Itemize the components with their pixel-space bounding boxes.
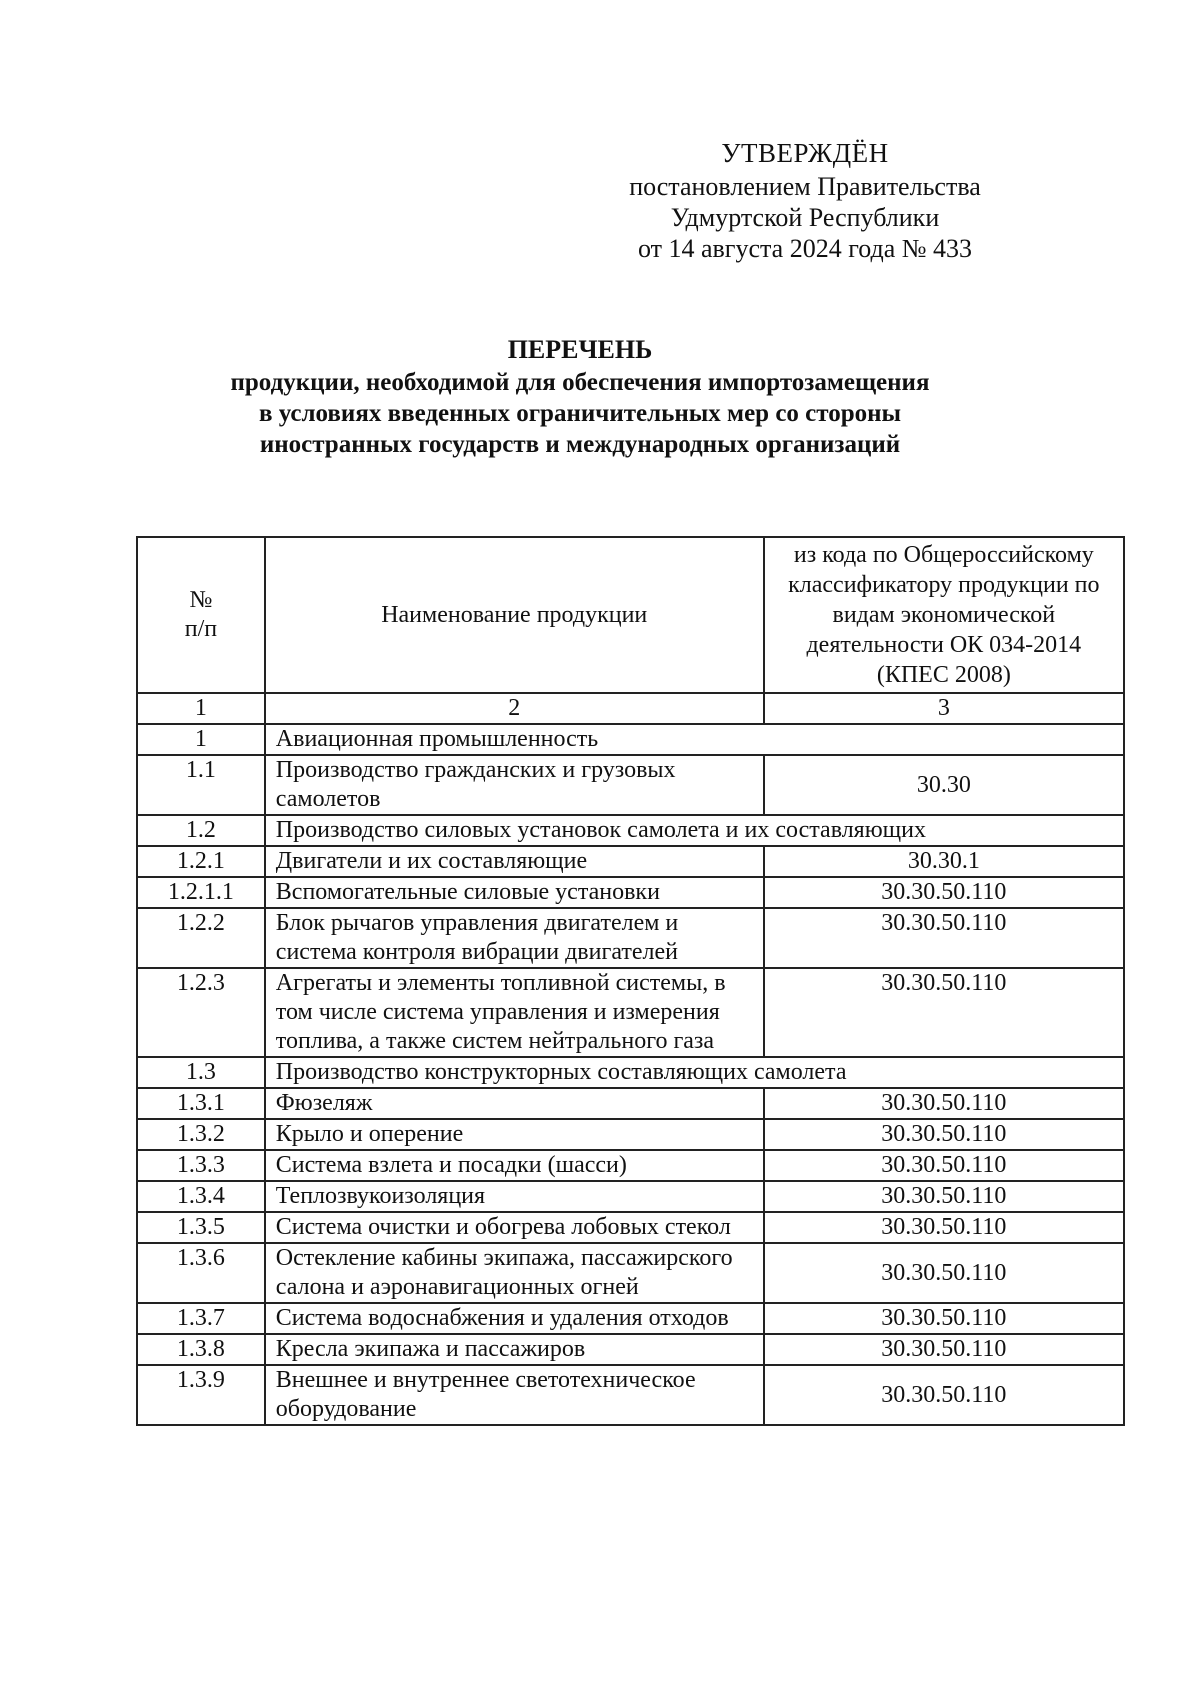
table-row bbox=[137, 968, 1124, 1057]
row-okpd-code: 30.30.50.110 bbox=[764, 908, 1124, 968]
table-row bbox=[137, 815, 1124, 846]
row-okpd-code: 30.30.50.110 bbox=[764, 1181, 1124, 1212]
row-number: 1.3 bbox=[137, 1057, 265, 1088]
header-name: Наименование продукции bbox=[265, 537, 764, 693]
row-product-name: Производство силовых установок самолета и их составляющих bbox=[265, 815, 1124, 846]
table-row bbox=[137, 1181, 1124, 1212]
table-row bbox=[137, 1119, 1124, 1150]
row-product-name: Система взлета и посадки (шасси) bbox=[265, 1150, 764, 1181]
row-product-name: Производство конструкторных составляющих самолета bbox=[265, 1057, 1124, 1088]
row-number: 1 bbox=[137, 724, 265, 755]
table-header-row bbox=[137, 537, 1124, 693]
row-number: 1.2.1.1 bbox=[137, 877, 265, 908]
title-main: ПЕРЕЧЕНЬ bbox=[507, 335, 653, 364]
table-row bbox=[137, 877, 1124, 908]
table-row bbox=[137, 1243, 1124, 1303]
column-number-3: 3 bbox=[764, 693, 1124, 724]
row-number: 1.3.9 bbox=[137, 1365, 265, 1425]
header-num bbox=[137, 537, 265, 693]
column-numbers-row bbox=[137, 693, 1124, 724]
row-number: 1.3.6 bbox=[137, 1243, 265, 1303]
row-okpd-code: 30.30.50.110 bbox=[764, 1212, 1124, 1243]
row-okpd-code: 30.30.50.110 bbox=[764, 877, 1124, 908]
row-product-name: Система водоснабжения и удаления отходов bbox=[265, 1303, 764, 1334]
table-row bbox=[137, 1057, 1124, 1088]
row-product-name: Производство гражданских и грузовых самолетов bbox=[265, 755, 764, 815]
row-number: 1.2.2 bbox=[137, 908, 265, 968]
row-okpd-code: 30.30.50.110 bbox=[764, 1334, 1124, 1365]
table-row bbox=[137, 1334, 1124, 1365]
column-number-2: 2 bbox=[265, 693, 764, 724]
table-row bbox=[137, 1088, 1124, 1119]
row-product-name: Система очистки и обогрева лобовых стекол bbox=[265, 1212, 764, 1243]
row-number: 1.1 bbox=[137, 755, 265, 815]
row-product-name: Фюзеляж bbox=[265, 1088, 764, 1119]
row-product-name: Теплозвукоизоляция bbox=[265, 1181, 764, 1212]
title-line-2: в условиях введенных ограничительных мер со стороны bbox=[258, 400, 902, 427]
row-product-name: Внешнее и внутреннее светотехническое оборудование bbox=[265, 1365, 764, 1425]
row-number: 1.3.3 bbox=[137, 1150, 265, 1181]
row-number: 1.2 bbox=[137, 815, 265, 846]
title-line-3: иностранных государств и международных организаций bbox=[259, 431, 901, 458]
table-row bbox=[137, 724, 1124, 755]
table-row bbox=[137, 1150, 1124, 1181]
title-line-1: продукции, необходимой для обеспечения импортозамещения bbox=[230, 369, 930, 396]
products-table bbox=[136, 536, 1125, 1426]
document-title bbox=[130, 334, 1030, 460]
column-number-1: 1 bbox=[137, 693, 265, 724]
table-row bbox=[137, 1212, 1124, 1243]
row-number: 1.3.4 bbox=[137, 1181, 265, 1212]
table-row bbox=[137, 908, 1124, 968]
table-row bbox=[137, 846, 1124, 877]
row-product-name: Вспомогательные силовые установки bbox=[265, 877, 764, 908]
row-number: 1.3.1 bbox=[137, 1088, 265, 1119]
approval-line-3: от 14 августа 2024 года № 433 bbox=[637, 234, 973, 263]
approval-block bbox=[560, 138, 1050, 264]
row-number: 1.3.7 bbox=[137, 1303, 265, 1334]
row-okpd-code: 30.30.50.110 bbox=[764, 968, 1124, 1057]
row-number: 1.3.2 bbox=[137, 1119, 265, 1150]
table-row bbox=[137, 1303, 1124, 1334]
table-row bbox=[137, 755, 1124, 815]
row-number: 1.3.5 bbox=[137, 1212, 265, 1243]
row-okpd-code: 30.30.50.110 bbox=[764, 1119, 1124, 1150]
row-number: 1.3.8 bbox=[137, 1334, 265, 1365]
row-number: 1.2.3 bbox=[137, 968, 265, 1057]
row-product-name: Кресла экипажа и пассажиров bbox=[265, 1334, 764, 1365]
header-num-line-1: № bbox=[189, 587, 213, 613]
approval-heading: УТВЕРЖДЁН bbox=[721, 138, 889, 168]
header-code: из кода по Общероссийскому классификатору продукции по видам экономической деятельности ОК 034-2014 (КПЕС 2008) bbox=[764, 537, 1124, 693]
table-body bbox=[137, 693, 1124, 1425]
row-product-name: Двигатели и их составляющие bbox=[265, 846, 764, 877]
row-okpd-code: 30.30.50.110 bbox=[764, 1303, 1124, 1334]
approval-line-1: постановлением Правительства bbox=[629, 172, 981, 201]
row-product-name: Блок рычагов управления двигателем и система контроля вибрации двигателей bbox=[265, 908, 764, 968]
approval-line-2: Удмуртской Республики bbox=[670, 203, 940, 232]
row-okpd-code: 30.30.50.110 bbox=[764, 1088, 1124, 1119]
row-product-name: Агрегаты и элементы топливной системы, в том числе система управления и измерения топлива, а также систем нейтрального газа bbox=[265, 968, 764, 1057]
row-product-name: Авиационная промышленность bbox=[265, 724, 1124, 755]
row-okpd-code: 30.30 bbox=[764, 755, 1124, 815]
row-number: 1.2.1 bbox=[137, 846, 265, 877]
row-okpd-code: 30.30.50.110 bbox=[764, 1365, 1124, 1425]
row-product-name: Остекление кабины экипажа, пассажирского салона и аэронавигационных огней bbox=[265, 1243, 764, 1303]
row-product-name: Крыло и оперение bbox=[265, 1119, 764, 1150]
row-okpd-code: 30.30.1 bbox=[764, 846, 1124, 877]
row-okpd-code: 30.30.50.110 bbox=[764, 1150, 1124, 1181]
row-okpd-code: 30.30.50.110 bbox=[764, 1243, 1124, 1303]
table-row bbox=[137, 1365, 1124, 1425]
header-num-line-2: п/п bbox=[184, 616, 218, 642]
